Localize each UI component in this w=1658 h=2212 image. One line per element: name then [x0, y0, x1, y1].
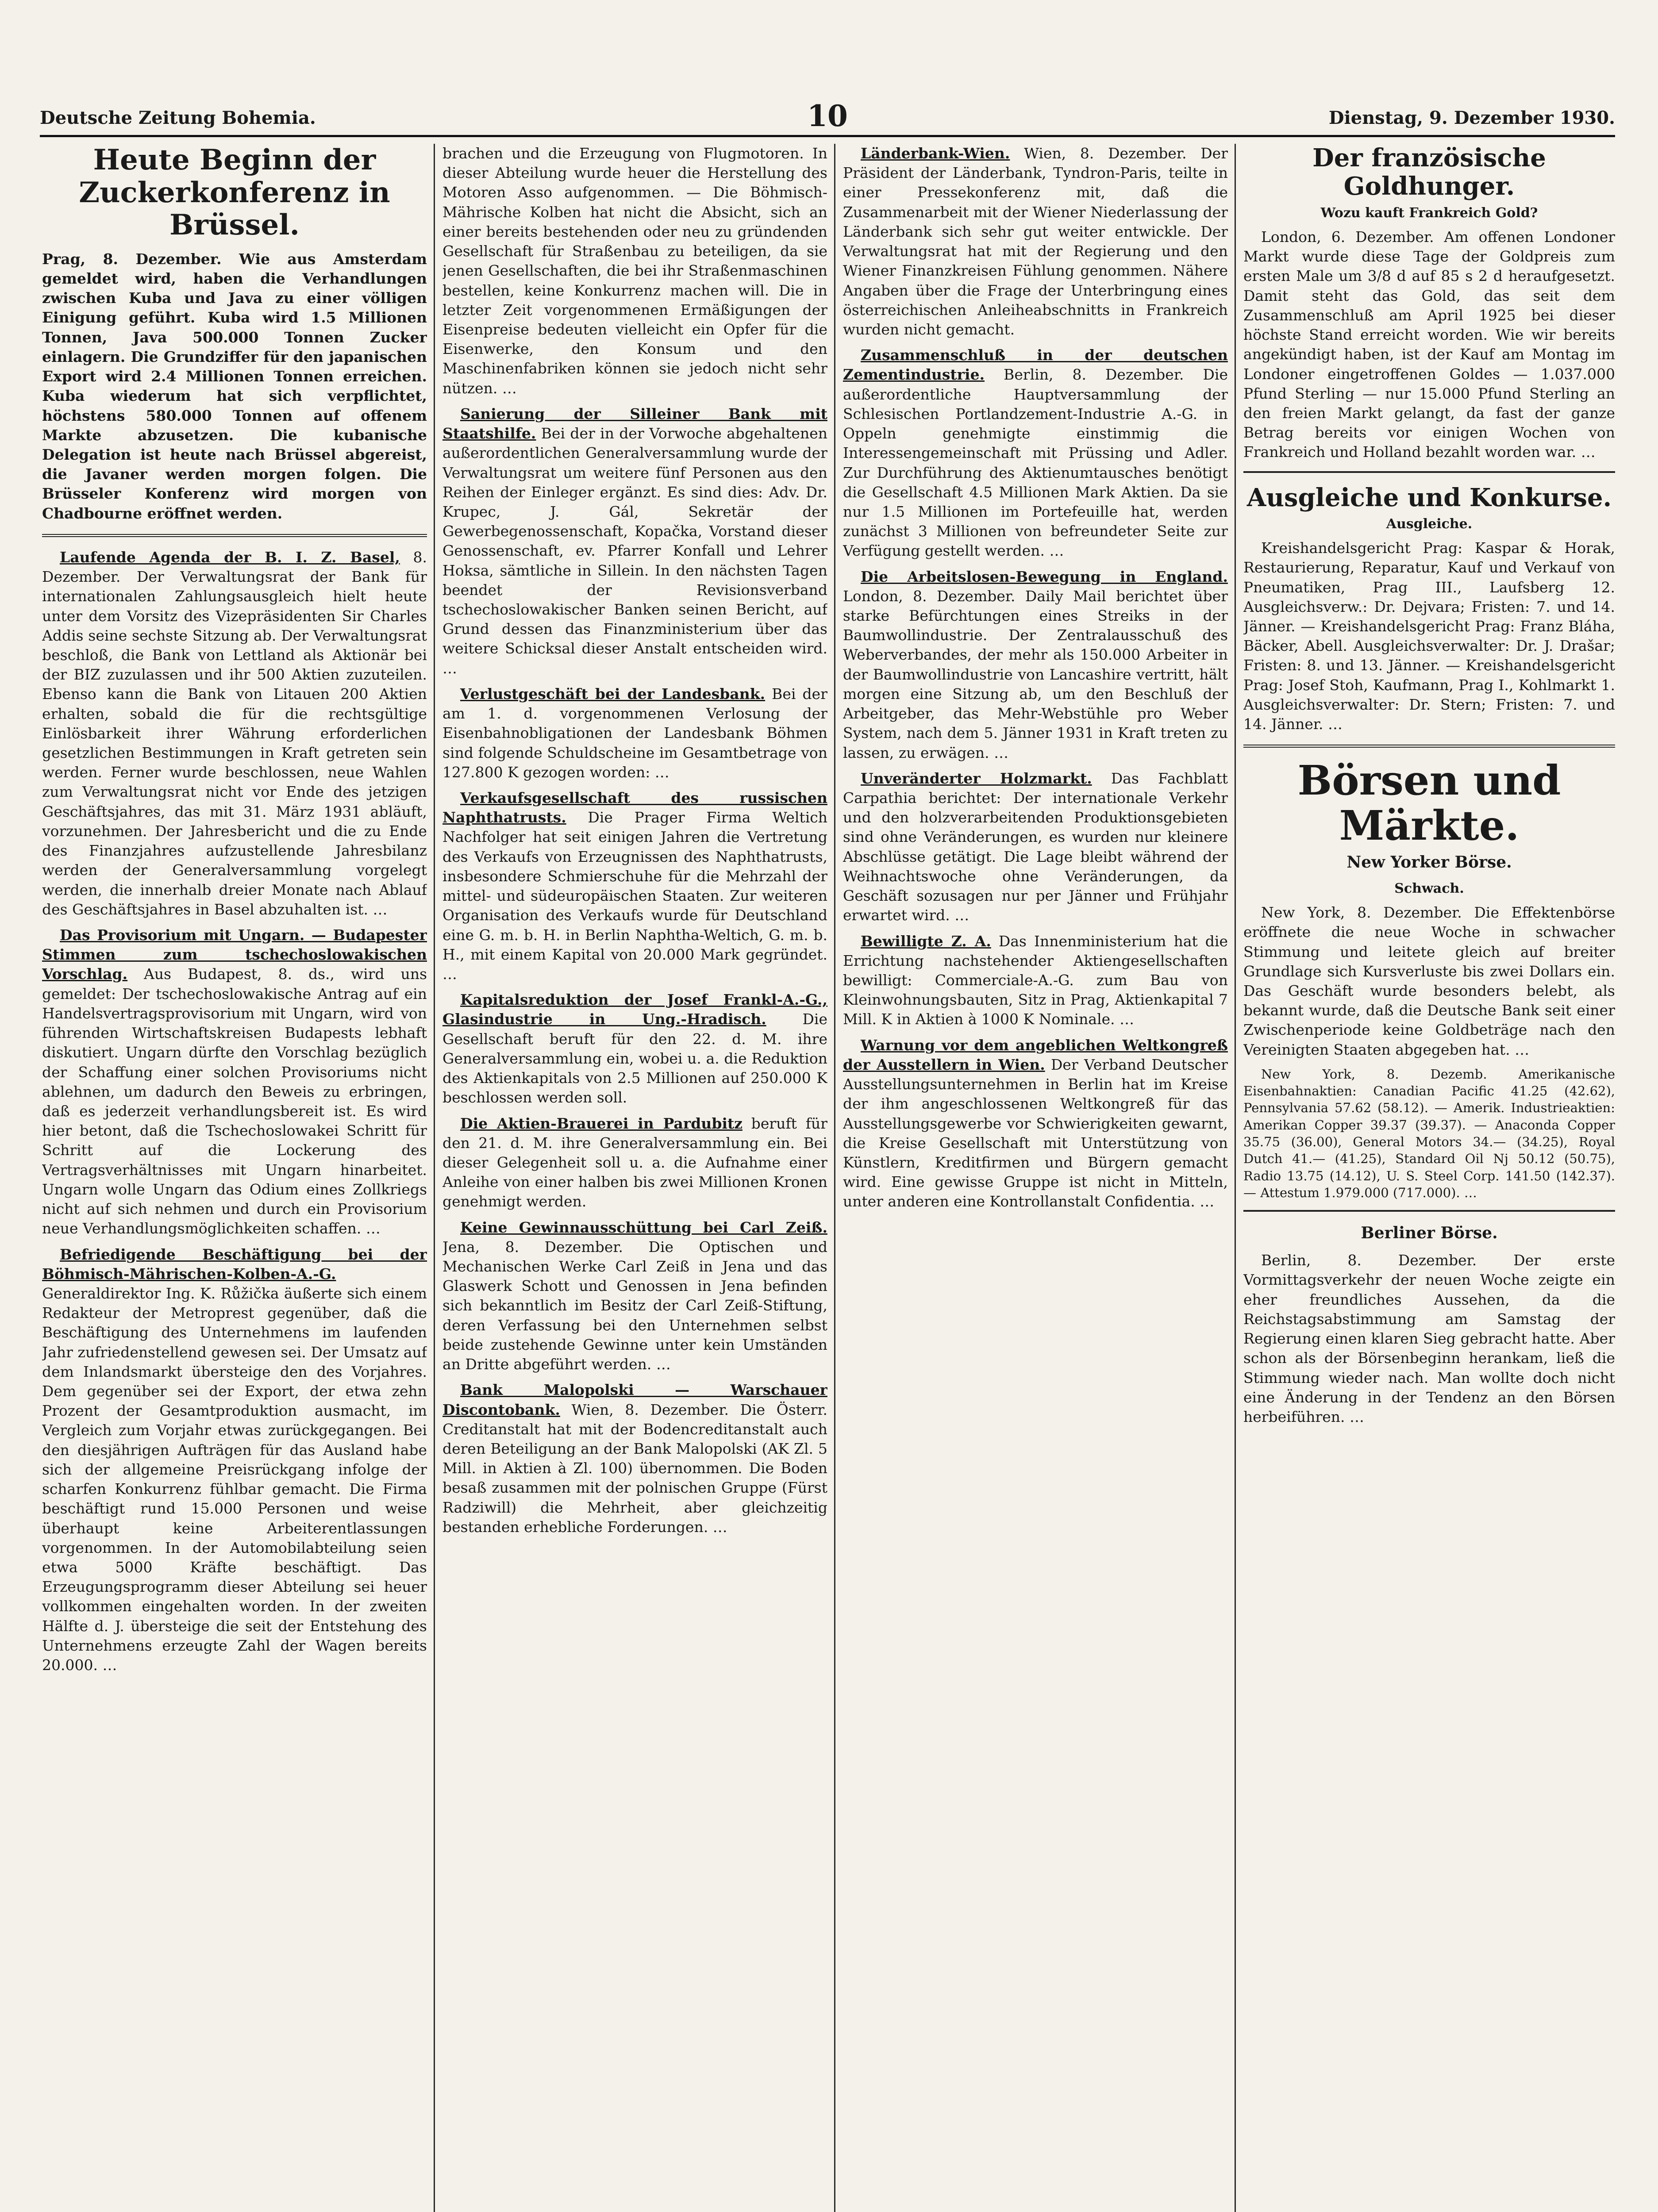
- article-zeiss: [442, 1218, 827, 1375]
- article-text: New York, 8. Dezember. Die Effektenbörse eröffnete die neue Woche in schwacher Stimmung und leitete gleich auf breiter Grundlage sich Kursverluste bis zwei Dollars ein. Das Geschäft wurde besonders belebt, als bekannt wurde, daß die Deutsche Bank seit einer Zwischenperiode keine Goldbeträge nach den Vereinigten Staaten abgegeben hat. …: [1243, 904, 1615, 1058]
- subheadline: Wozu kauft Frankreich Gold?: [1320, 205, 1538, 221]
- column-4: [1243, 144, 1615, 2212]
- article-title: Laufende Agenda der B. I. Z. Basel,: [60, 548, 400, 566]
- column-2: [442, 144, 827, 2212]
- article-weltkongress: [843, 1036, 1228, 1212]
- article-text: London, 6. Dezember. Am offenen Londoner Markt wurde diese Tage der Goldpreis zum ersten Male um 3/8 d auf 85 s 2 d heraufgesetzt. Damit steht das Gold, das seit dem Zusammenschluß am April 1925 bei dieser höchste Stand erreicht worden. Wie wir bereits angekündigt haben, ist der Kauf am Montag im Londoner eingetroffenen Goldes — 1.037.000 Pfund Sterling — nur 15.000 Pfund Sterling an den freien Markt gelangt, da fast der ganze Betrag bereits vor einigen Wochen von Frankreich und Holland bezahlt worden war. …: [1243, 228, 1615, 461]
- article-text: Bei der am 1. d. vorgenommenen Verlosung der Eisenbahnobligationen der Landesbank Böhmen sind folgende Schuldscheine im Gesamtbetrage von 127.800 K gezogen worden: …: [442, 685, 827, 781]
- column-rule: [434, 144, 435, 2212]
- divider: [1243, 471, 1615, 473]
- divider: [42, 534, 427, 537]
- article-text: London, 8. Dezember. Daily Mail berichtet über starke Befürchtungen eines Streiks in der Baumwollindustrie. Der Zentralausschuß des Weberverbandes, der mehr als 150.000 Arbeiter in der Baumwollindustrie von Lancashire vertritt, hält morgen eine Sitzung ab, um den Beschluß der Arbeitgeber, das Mehr-Webstühle pro Weber System, nach dem 5. Jänner 1931 in Kraft treten zu lassen, zu erwägen. …: [843, 587, 1228, 761]
- article-text: Wien, 8. Dezember. Die Österr. Creditanstalt hat mit der Bodencreditanstalt auch deren Beteiligung an der Bank Malopolski (AK Zl. 5 Mill. in Aktien à Zl. 100) übernommen. Die Boden besaß zusammen mit der polnischen Gruppe (Fürst Radziwill) die Mehrheit, aber gleichzeitig bestanden erhebliche Forderungen. …: [442, 1401, 827, 1536]
- article-ungarn: [42, 926, 427, 1239]
- article-title: Unveränderter Holzmarkt.: [861, 769, 1092, 787]
- article-title: Befriedigende Beschäftigung bei der Böhmisch-Mährischen-Kolben-A.-G.: [42, 1245, 427, 1283]
- divider: [1243, 1210, 1615, 1212]
- article-text: Kreishandelsgericht Prag: Kaspar & Horak, Restaurierung, Reparatur, Kauf und Verkauf von Pneumatiken, Prag III., Laufsberg 12. Ausgleichsverw.: Dr. Dejvara; Fristen: 7. und 14. Jänner. — Kreishandelsgericht Prag: Franz Bláha, Bäcker, Abell. Ausgleichsverwalter: Dr. J. Drašar; Fristen: 8. und 13. Jänner. — Kreishandelsgericht Prag: Josef Stoh, Kaufmann, Prag I., Kohlmarkt 1. Ausgleichsverwalter: Dr. Stern; Fristen: 7. und 14. Jänner. …: [1243, 539, 1615, 733]
- article-naphtha: [442, 788, 827, 984]
- column-3: [843, 144, 1228, 2212]
- headline-goldhunger: Der französische Goldhunger.: [1312, 144, 1546, 201]
- article-frankl: [442, 990, 827, 1107]
- article-text: Der Verband Deutscher Ausstellungsunternehmen in Berlin hat im Kreise der ihm angeschlossenen Weltkongreß für das Ausstellungsgewerbe vor Schwierigkeiten gewarnt, die Kreise Gesellschaft mit Unterstützung von Künstlern, Kreditfirmen und Bürgern gemacht wird. Eine gewisse Gruppe ist nicht in Mitteln, unter anderen eine Kontrollanstalt Confidentia. …: [843, 1056, 1228, 1210]
- article-text: Berlin, 8. Dezember. Der erste Vormittagsverkehr der neuen Woche zeigte ein eher freundliches Aussehen, da die Reichstagsabstimmung am Samstag der Regierung einen klaren Sieg gebracht hatte. Aber schon als der Börsenbeginn herankam, ließ die Stimmung wieder nach. Man wollte doch nicht eine Änderung in der Tendenz an den Börsen herbeiführen. …: [1243, 1252, 1615, 1426]
- article-text: Die Prager Firma Weltich Nachfolger hat seit einigen Jahren die Vertretung des Verkaufs von Erzeugnissen des Naphthatrusts, insbesondere Schmierschuhe für die Mehrzahl der mittel- und südeuropäischen Staaten. Zur weiteren Organisation des Verkaufs wurde für Deutschland eine G. m. b. H. in Berlin Naphtha-Weltich, G. m. b. H., mit einem Kapital von 20.000 Mark gegründet. …: [442, 809, 827, 983]
- article-england: [843, 567, 1228, 763]
- stock-quotes: New York, 8. Dezemb. Amerikanische Eisenbahnaktien: Canadian Pacific 41.25 (42.62), Pennsylvania 57.62 (58.12). — Amerik. Industrieaktien: Amerikan Copper 39.37 (39.37). — Anaconda Copper 35.75 (36.00), General Motors 34.— (34.25), Royal Dutch 41.— (41.25), Standard Oil Nj 50.12 (50.75), Radio 13.75 (14.12), U. S. Steel Corp. 141.50 (142.37). — Attestum 1.979.000 (717.000). …: [1243, 1066, 1615, 1200]
- article-text: Jena, 8. Dezember. Die Optischen und Mechanischen Werke Carl Zeiß in Jena und das Glaswerk Schott und Genossen in Jena befinden sich bekanntlich im Besitz der Carl Zeiß-Stiftung, deren Verfassung bei den Unternehmen selbst beide zustehende Gewinne unter kein Umständen an Dritte abgeführt werden. …: [442, 1238, 827, 1373]
- article-title: Zusammenschluß in der deutschen Zementindustrie.: [843, 346, 1228, 384]
- article-laenderbank: [843, 144, 1228, 339]
- article-title: Bank Malopolski — Warschauer Discontobank.: [442, 1381, 827, 1418]
- page-number: 10: [807, 99, 848, 133]
- article-title: Sanierung der Silleiner Bank mit Staatshilfe.: [442, 405, 827, 442]
- article-title: Verkaufsgesellschaft des russischen Naphthatrusts.: [442, 789, 827, 826]
- headline-zuckerkonferenz: Heute Beginn der Zuckerkonferenz in Brüssel.: [79, 144, 390, 242]
- article-text: Berlin, 8. Dezember. Die außerordentliche Hauptversammlung der Schlesischen Portlandzement-Industrie A.-G. in Oppeln genehmigte einstimmig die Interessengemeinschaft mit Prüssing und Adler. Zur Durchführung des Aktienumtausches benötigt die Gesellschaft 4.5 Millionen Mark Aktien. Da sie nur 1.5 Millionen im Portefeuille hat, werden zunächst 3 Millionen von befreundeter Seite zur Verfügung gestellt werden. …: [843, 366, 1228, 560]
- section-title-boerse: Börsen und Märkte.: [1297, 757, 1561, 849]
- subheadline: Schwach.: [1394, 880, 1464, 896]
- article-kolben: [42, 1245, 427, 1675]
- headline-ausgleiche: Ausgleiche und Konkurse.: [1246, 483, 1612, 512]
- article-holzmarkt: [843, 769, 1228, 926]
- subheadline: Ausgleiche.: [1386, 516, 1473, 532]
- article-text: Wien, 8. Dezember. Der Präsident der Länderbank, Tyndron-Paris, teilte in einer Pressekonferenz mit, daß die Zusammenarbeit mit der Wiener Niederlassung der Länderbank sich sehr gut weiter entwickle. Der Verwaltungsrat hat mit der Regierung und den Wiener Finanzkreisen Fühlung genommen. Nähere Angaben über die Frage der Unterbringung eines österreichischen Anleiheabschnitts in Frankreich wurden nicht gemacht.: [843, 145, 1228, 338]
- masthead: [40, 95, 1615, 137]
- column-rule: [1235, 144, 1236, 2212]
- headline-newyork: New Yorker Börse.: [1346, 853, 1512, 872]
- article-continuation: brachen und die Erzeugung von Flugmotoren. In dieser Abteilung wurde heuer die Herstellung des Motoren Asso aufgenommen. — Die Böhmisch-Mährische Kolben hat nicht die Absicht, sich an einer bereits bestehenden oder neu zu gründenden Gesellschaft für Straßenbau zu beteiligen, da sie jenen Gesellschaften, die bei ihr Straßenmaschinen bestellen, keine Konkurrenz machen will. Die in letzter Zeit vorgenommenen Ermäßigungen der Eisenpreise bedeuten vielleicht ein Opfer für die Eisenwerke, den Konsum und den Maschinenfabriken können sie jedoch nicht sehr nützen. …: [442, 145, 827, 397]
- column-1: [42, 144, 427, 2212]
- article-brauerei: [442, 1114, 827, 1212]
- article-text: Generaldirektor Ing. K. Růžička äußerte sich einem Redakteur der Metroprest gegenüber, daß die Beschäftigung des Unternehmens im laufenden Jahr zufriedenstellend gewesen sei. Der Umsatz auf dem Inlandsmarkt übersteige den des Vorjahres. Dem gegenüber sei der Export, der etwa zehn Prozent der Gesamtproduktion ausmacht, im Vergleich zum Vorjahr etwas zurückgegangen. Bei den diesjährigen Aufträgen für das Ausland habe sich der allgemeine Preisrückgang infolge der scharfen Konkurrenz fühlbar gemacht. Die Firma beschäftigt rund 15.000 Personen und weise überhaupt keine Arbeiterentlassungen vorgenommen. In der Automobilabteilung seien etwa 5000 Kräfte beschäftigt. Das Erzeugungsprogramm dieser Abteilung sei heuer vollkommen eingehalten worden. In der zweiten Hälfte d. J. übersteige die seit der Entstehung des Unternehmens erzeugte Zahl der Wagen bereits 20.000. …: [42, 1284, 427, 1674]
- article-title: Warnung vor dem angeblichen Weltkongreß der Ausstellern in Wien.: [843, 1036, 1228, 1073]
- article-lead: Prag, 8. Dezember. Wie aus Amsterdam gemeldet wird, haben die Verhandlungen zwischen Kuba und Java zu einer völligen Einigung geführt. Kuba wird 1.5 Millionen Tonnen, Java 500.000 Tonnen Zucker einlagern. Die Grundziffer für den japanischen Export wird 2.4 Millionen Tonnen erreichen. Kuba wiederum hat sich verpflichtet, höchstens 580.000 Tonnen auf offenem Markte abzusetzen. Die kubanische Delegation ist heute nach Brüssel abgereist, die Javaner werden morgen folgen. Die Brüsseler Konferenz wird morgen von Chadbourne eröffnet werden.: [42, 250, 427, 522]
- article-malopolski: [442, 1380, 827, 1537]
- article-title: Länderbank-Wien.: [861, 145, 1010, 162]
- article-title: Verlustgeschäft bei der Landesbank.: [460, 685, 766, 703]
- article-title: Die Arbeitslosen-Bewegung in England.: [861, 568, 1228, 585]
- article-title: Keine Gewinnausschüttung bei Carl Zeiß.: [460, 1218, 827, 1236]
- article-text: Die Gesellschaft beruft für den 22. d. M. ihre Generalversammlung ein, wobei u. a. die Reduktion des Aktienkapitals von 2.5 Millionen auf 250.000 K beschlossen werden soll.: [442, 1010, 827, 1106]
- article-text: Aus Budapest, 8. ds., wird uns gemeldet: Der tschechoslowakische Antrag auf ein Handelsvertragsprovisorium mit Ungarn, wird von führenden Wirtschaftskreisen Budapests lebhaft diskutiert. Ungarn dürfte den Vorschlag bezüglich der Schaffung einer solchen Provisoriums nicht ablehnen, um dadurch den Beweis zu erbringen, daß es jederzeit verhandlungsbereit ist. Es wird hier betont, daß die Tschechoslowakei Schritt für Schritt auf die Lockerung des Vertragsverhältnisses mit Ungarn hinarbeitet. Ungarn wolle Ungarn das Odium eines Zollkriegs nicht auf sich nehmen und durch ein Provisorium neue Verhandlungsmöglichkeiten schaffen. …: [42, 965, 427, 1237]
- article-title: Die Aktien-Brauerei in Pardubitz: [460, 1114, 742, 1132]
- article-bis: [42, 548, 427, 919]
- article-landesbank: [442, 684, 827, 782]
- article-title: Kapitalsreduktion der Josef Frankl-A.-G., Glasindustrie in Ung.-Hradisch.: [442, 991, 827, 1028]
- article-text: Das Innenministerium hat die Errichtung nachstehender Aktiengesellschaften bewilligt: Commerciale-A.-G. zum Bau von Kleinwohnungsbauten, Sitz in Prag, Aktienkapital 7 Mill. K in Aktien à 1000 K Nominale. …: [843, 932, 1228, 1028]
- article-text: 8. Dezember. Der Verwaltungsrat der Bank für internationalen Zahlungsausgleich hielt heute unter dem Vorsitz des Vizepräsidenten Sir Charles Addis seine sechste Sitzung ab. Der Verwaltungsrat beschloß, die Bank von Lettland als Aktionär bei der BIZ zuzulassen und ihr 500 Aktien zuzuteilen. Ebenso kann die Bank von Litauen 200 Aktien erhalten, sobald die für die rechtsgültige Einlösbarkeit ihrer Währung erforderlichen gesetzlichen Bestimmungen in Kraft getreten sein werden. Ferner wurde beschlossen, neue Wahlen zum Verwaltungsrat nicht vor Ende des jetzigen Geschäftsjahres, das mit 31. März 1931 abläuft, vorzunehmen. Der Jahresbericht und die zu Ende des Finanzjahres aufzustellende Jahresbilanz werden der Generalversammlung vorgelegt werden, die innerhalb dreier Monate nach Ablauf des Geschäftsjahres in Basel abzuhalten ist. …: [42, 548, 427, 918]
- article-title: Das Provisorium mit Ungarn. — Budapester Stimmen zum tschechoslowakischen Vorschlag.: [42, 926, 427, 983]
- article-title: Bewilligte Z. A.: [861, 932, 991, 950]
- headline-berlin: Berliner Börse.: [1361, 1224, 1498, 1243]
- article-text: Bei der in der Vorwoche abgehaltenen außerordentlichen Generalversammlung wurde der Verwaltungsrat um weitere fünf Personen aus den Reihen der Einleger ergänzt. Es sind dies: Adv. Dr. Krupec, J. Gál, Sekretär der Gewerbegenossenschaft, Kopačka, Vorstand dieser Genossenschaft, ev. Pfarrer Konfall und Lehrer Hoksa, sämtliche in Sillein. In den nächsten Tagen beendet der Revisionsverband tschechoslowakischer Banken seinen Bericht, auf Grund dessen das Finanzministerium über das weitere Schicksal dieser Anstalt entscheiden wird. …: [442, 425, 827, 677]
- article-text: Das Fachblatt Carpathia berichtet: Der internationale Verkehr und den holzverarbeitenden Produktionsgebieten sind ohne Veränderungen, es wurden nur kleinere Abschlüsse getätigt. Die Lage bleibt während der Weihnachtswoche ohne Veränderungen, da Geschäft sozusagen nur per Jänner und Frühjahr erwartet wird. …: [843, 769, 1228, 924]
- article-bewilligt: [843, 932, 1228, 1029]
- paper-name: Deutsche Zeitung Bohemia.: [40, 108, 316, 128]
- issue-date: Dienstag, 9. Dezember 1930.: [1328, 108, 1615, 128]
- article-text: beruft für den 21. d. M. ihre Generalversammlung ein. Bei dieser Gelegenheit soll u. a. die Aufnahme einer Anleihe von einer halben bis zwei Millionen Kronen genehmigt werden.: [442, 1114, 827, 1210]
- article-zement: [843, 346, 1228, 561]
- divider: [1243, 745, 1615, 748]
- column-rule: [834, 144, 835, 2212]
- article-silleiner: [442, 404, 827, 678]
